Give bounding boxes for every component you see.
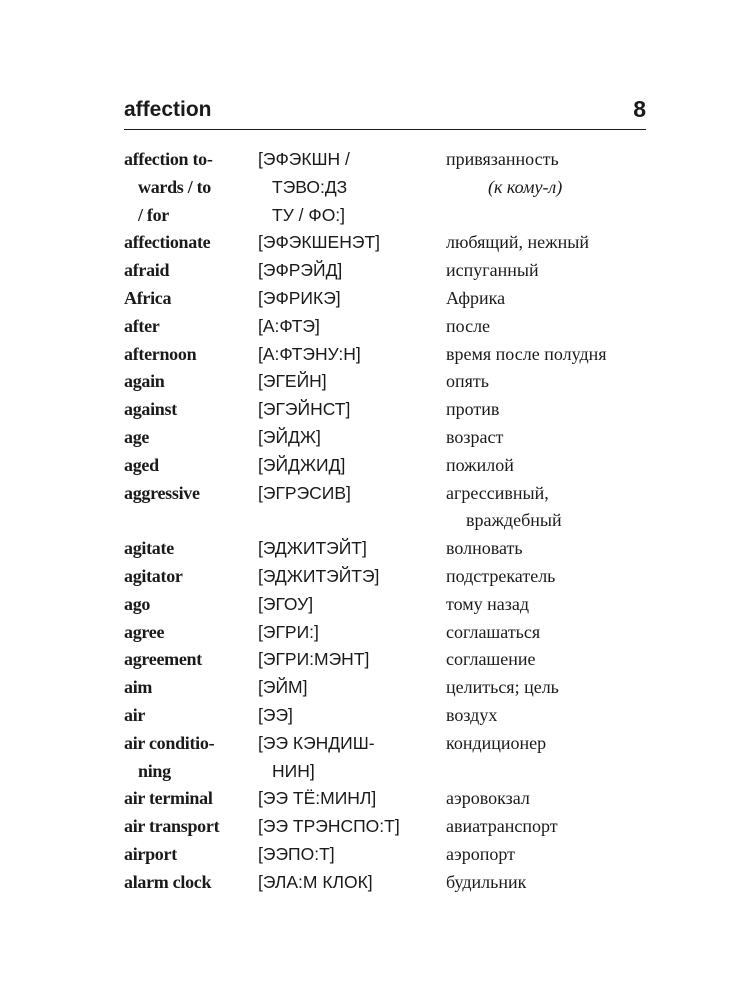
translation: любящий, нежный: [446, 232, 589, 253]
translation: соглашаться: [446, 621, 541, 642]
pronunciation: [ЭГЕЙН]: [258, 371, 327, 392]
dictionary-entry: [124, 563, 664, 591]
translation: тому назад: [446, 593, 530, 614]
translation: Африка: [446, 287, 506, 308]
translation: целиться; цель: [446, 677, 559, 698]
headword: aged: [124, 454, 159, 475]
dictionary-entry: [124, 368, 664, 396]
pronunciation: [ЭЙДЖИД]: [258, 454, 346, 475]
translation: волновать: [446, 538, 523, 559]
running-head: affection: [124, 98, 212, 121]
headword: after: [124, 315, 160, 336]
translation: возраст: [446, 426, 504, 447]
translation: пожилой: [446, 454, 514, 475]
headword: agreement: [124, 649, 202, 670]
pronunciation: [ЭДЖИТЭЙТЭ]: [258, 565, 380, 586]
headword: alarm clock: [124, 871, 212, 892]
dictionary-entries: [124, 146, 664, 897]
translation: подстрекатель: [446, 565, 556, 586]
translation: кондиционер: [446, 732, 547, 753]
dictionary-entry: [124, 341, 664, 369]
translation: агрессивный, враждебный: [446, 482, 562, 531]
dictionary-entry: [124, 480, 664, 536]
translation: испуганный: [446, 260, 539, 281]
pronunciation: [ЭЛА:М КЛОК]: [258, 871, 373, 892]
translation: время после полудня: [446, 343, 607, 364]
headword: affectionate: [124, 232, 211, 253]
dictionary-entry: [124, 424, 664, 452]
pronunciation: [ЭЭ ТЁ:МИНЛ]: [258, 788, 377, 809]
pronunciation: [ЭФЭКШН / ТЭВО:ДЗ ТУ / ФО:]: [258, 149, 350, 225]
translation: соглашение: [446, 649, 536, 670]
headword: afraid: [124, 260, 170, 281]
pronunciation: [ЭФРИКЭ]: [258, 287, 341, 308]
pronunciation: [ЭЙМ]: [258, 677, 308, 698]
headword: air transport: [124, 816, 220, 837]
dictionary-entry: [124, 674, 664, 702]
dictionary-entry: [124, 646, 664, 674]
translation: привязанность (к кому-л): [446, 149, 563, 197]
headword: agitate: [124, 538, 174, 559]
pronunciation: [А:ФТЭ]: [258, 315, 320, 336]
page-header: [124, 98, 646, 128]
pronunciation: [ЭГОУ]: [258, 593, 314, 614]
pronunciation: [ЭГРЭСИВ]: [258, 482, 351, 503]
dictionary-entry: [124, 619, 664, 647]
pronunciation: [ЭГЭЙНСТ]: [258, 399, 351, 420]
translation: будильник: [446, 871, 527, 892]
pronunciation: [А:ФТЭНУ:Н]: [258, 343, 361, 364]
pronunciation: [ЭЭ ТРЭНСПО:Т]: [258, 816, 400, 837]
translation: против: [446, 399, 500, 420]
dictionary-entry: [124, 785, 664, 813]
dictionary-entry: [124, 257, 664, 285]
dictionary-entry: [124, 841, 664, 869]
dictionary-entry: [124, 869, 664, 897]
headword: agitator: [124, 565, 183, 586]
headword: again: [124, 371, 165, 392]
headword: afternoon: [124, 343, 197, 364]
translation: воздух: [446, 704, 498, 725]
dictionary-entry: [124, 813, 664, 841]
dictionary-entry: [124, 535, 664, 563]
pronunciation: [ЭФЭКШЕНЭТ]: [258, 232, 380, 253]
headword: air: [124, 704, 146, 725]
translation: опять: [446, 371, 489, 392]
dictionary-entry: [124, 702, 664, 730]
headword: Africa: [124, 287, 172, 308]
dictionary-entry: [124, 146, 664, 229]
headword: ago: [124, 593, 151, 614]
pronunciation: [ЭЙДЖ]: [258, 426, 321, 447]
translation: после: [446, 315, 491, 336]
pronunciation: [ЭЭ КЭНДИШ- НИН]: [258, 732, 375, 781]
translation: авиатранспорт: [446, 816, 558, 837]
page-number: 8: [633, 96, 646, 122]
translation: аэропорт: [446, 843, 515, 864]
dictionary-entry: [124, 730, 664, 786]
pronunciation: [ЭФРЭЙД]: [258, 260, 343, 281]
header-rule: [124, 129, 646, 130]
pronunciation: [ЭЭПО:Т]: [258, 843, 335, 864]
dictionary-entry: [124, 591, 664, 619]
headword: air conditio- ning: [124, 732, 215, 781]
headword: aggressive: [124, 482, 200, 503]
pronunciation: [ЭГРИ:МЭНТ]: [258, 649, 370, 670]
pronunciation: [ЭДЖИТЭЙТ]: [258, 538, 367, 559]
headword: aim: [124, 677, 153, 698]
headword: against: [124, 399, 177, 420]
pronunciation: [ЭЭ]: [258, 704, 293, 725]
pronunciation: [ЭГРИ:]: [258, 621, 319, 642]
dictionary-entry: [124, 452, 664, 480]
translation: аэровокзал: [446, 788, 530, 809]
headword: age: [124, 426, 150, 447]
headword: agree: [124, 621, 165, 642]
dictionary-entry: [124, 229, 664, 257]
dictionary-entry: [124, 285, 664, 313]
headword: affection to- wards / to / for: [124, 149, 213, 225]
headword: air terminal: [124, 788, 213, 809]
dictionary-entry: [124, 396, 664, 424]
dictionary-entry: [124, 313, 664, 341]
headword: airport: [124, 843, 177, 864]
